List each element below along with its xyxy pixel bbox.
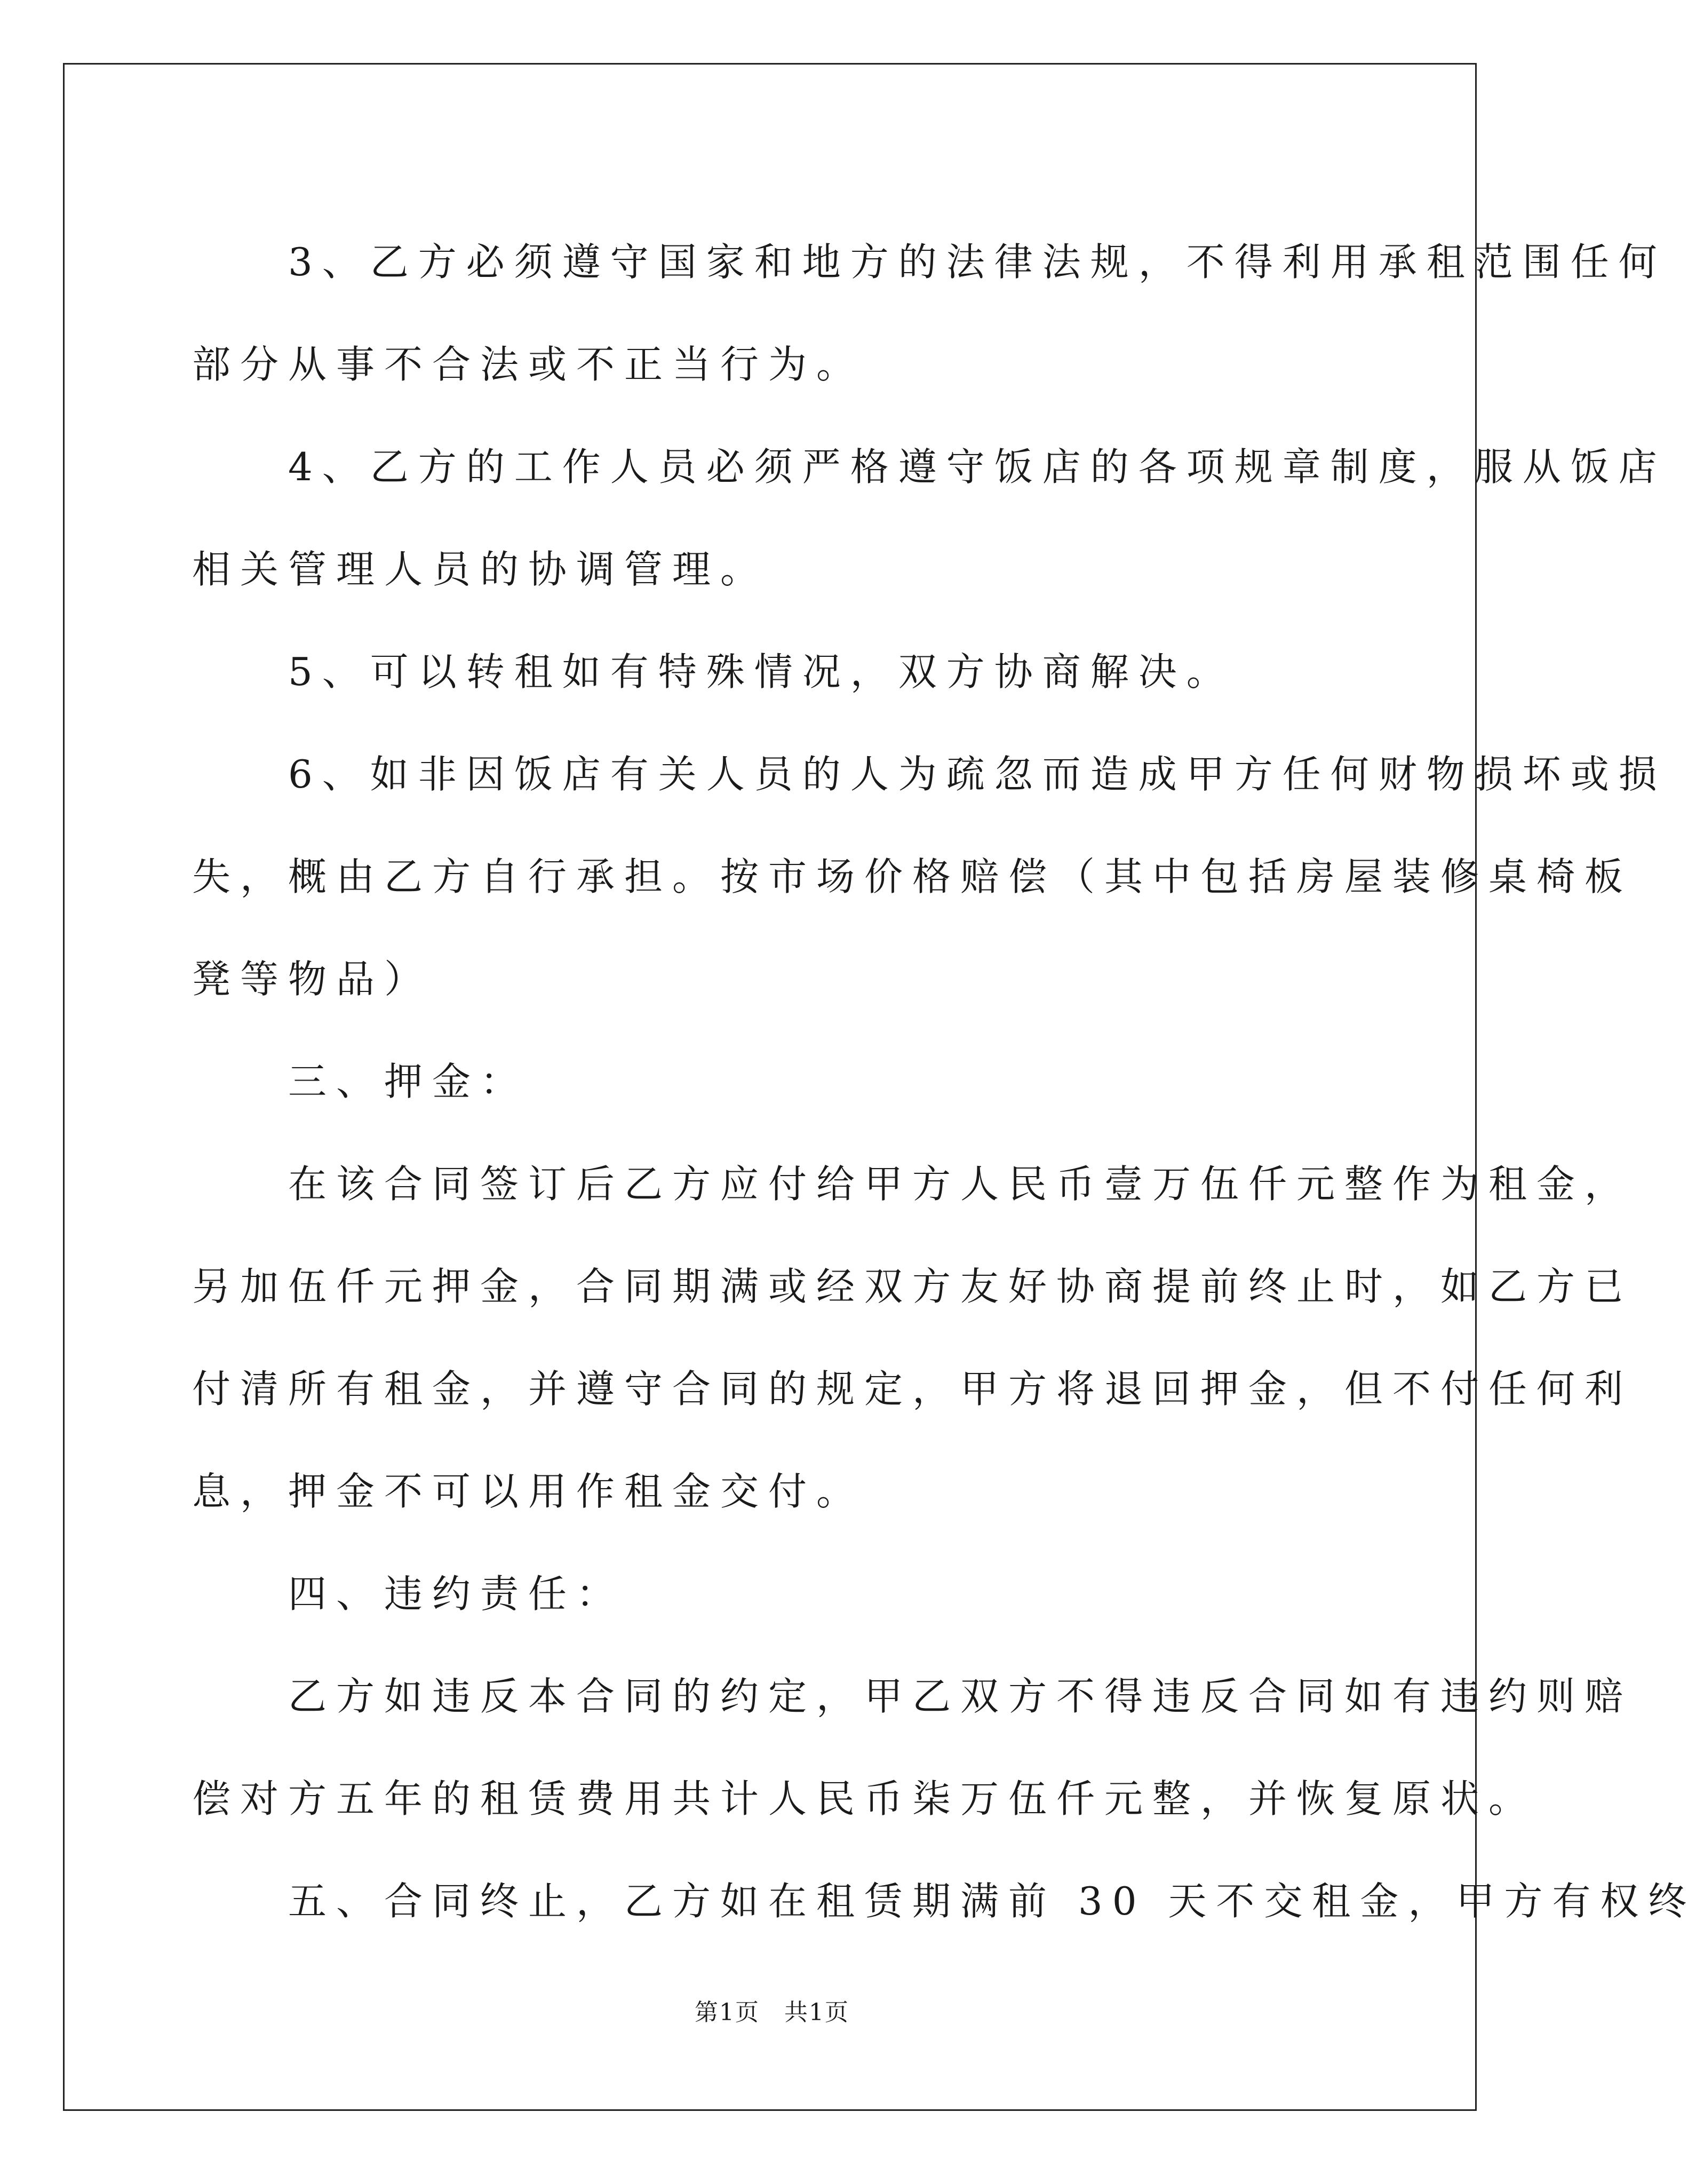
text-line: 4、乙方的工作人员必须严格遵守饭店的各项规章制度，服从饭店 (192, 444, 1667, 489)
text-line: 凳等物品） (192, 957, 433, 1002)
text-line: 6、如非因饭店有关人员的人为疏忽而造成甲方任何财物损坏或损 (192, 752, 1667, 797)
text-line: 部分从事不合法或不正当行为。 (192, 342, 865, 387)
text-line: 乙方如违反本合同的约定，甲乙双方不得违反合同如有违约则赔 (192, 1674, 1633, 1719)
text-line: 息，押金不可以用作租金交付。 (192, 1469, 865, 1514)
text-line: 在该合同签订后乙方应付给甲方人民币壹万伍仟元整作为租金， (192, 1162, 1633, 1206)
text-line: 5、可以转租如有特殊情况，双方协商解决。 (192, 649, 1235, 694)
text-line: 五、合同终止，乙方如在租赁期满前 30 天不交租金，甲方有权终 (192, 1879, 1696, 1924)
text-line: 付清所有租金，并遵守合同的规定，甲方将退回押金，但不付任何利 (192, 1367, 1633, 1411)
text-line: 相关管理人员的协调管理。 (192, 547, 769, 592)
text-line: 失，概由乙方自行承担。按市场价格赔偿（其中包括房屋装修桌椅板 (192, 854, 1633, 899)
text-line: 3、乙方必须遵守国家和地方的法律法规，不得利用承租范围任何 (192, 240, 1667, 284)
section-heading-deposit: 三、押金： (192, 1059, 529, 1104)
page-number: 第1页 共1页 (695, 1999, 849, 2026)
text-line: 偿对方五年的租赁费用共计人民币柒万伍仟元整，并恢复原状。 (192, 1776, 1537, 1821)
text-line: 另加伍仟元押金，合同期满或经双方友好协商提前终止时，如乙方已 (192, 1264, 1633, 1309)
section-heading-liability: 四、违约责任： (192, 1571, 625, 1616)
document-body (192, 211, 1696, 1952)
